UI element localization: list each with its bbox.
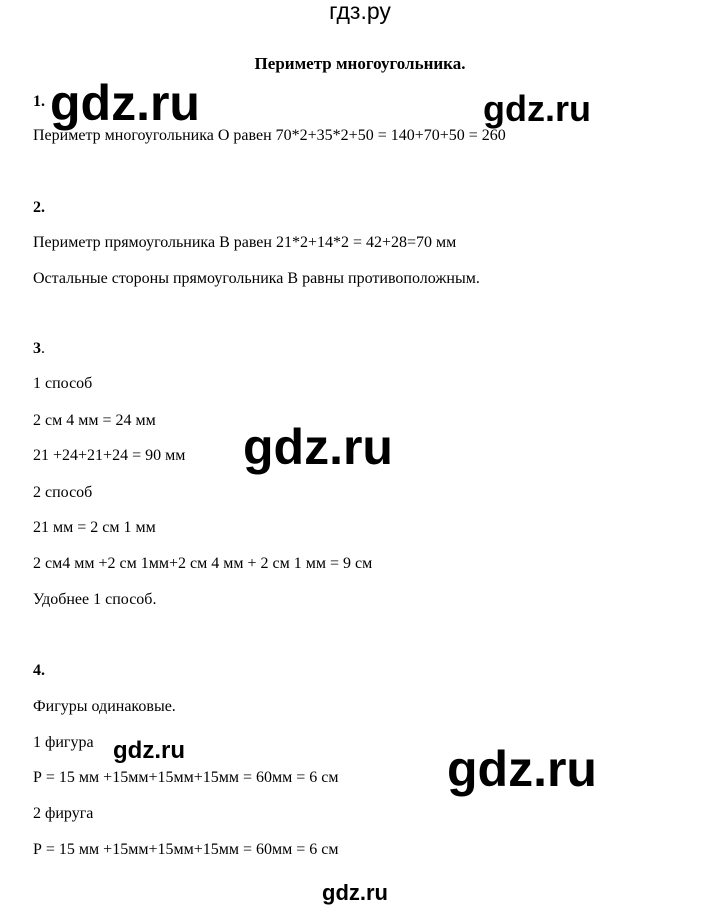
task-2-line: Остальные стороны прямоугольника В равны противоположным. <box>33 270 480 287</box>
watermark: gdz.ru <box>50 75 200 131</box>
task-3-line: 2 см4 мм +2 см 1мм+2 см 4 мм + 2 см 1 мм = 9 см <box>33 555 373 572</box>
task-4-line: Р = 15 мм +15мм+15мм+15мм = 60мм = 6 см <box>33 769 339 786</box>
watermark: gdz.ru <box>483 88 591 129</box>
site-header: гдз.ру <box>329 0 391 24</box>
task-3-number: 3 <box>33 340 41 357</box>
task-3-line: 21 мм = 2 см 1 мм <box>33 519 156 536</box>
task-3-line: 1 способ <box>33 375 93 392</box>
task-3-line: 2 см 4 мм = 24 мм <box>33 412 156 429</box>
watermark: gdz.ru <box>322 880 388 905</box>
task-4-number: 4. <box>33 662 45 679</box>
watermark: gdz.ru <box>447 741 597 797</box>
task-1-number: 1. <box>33 93 45 110</box>
task-2-number: 2. <box>33 199 45 216</box>
task-3-line: 21 +24+21+24 = 90 мм <box>33 447 186 464</box>
task-3-line: 2 способ <box>33 484 93 501</box>
task-3-heading <box>33 340 45 358</box>
task-1-text: Периметр многоугольника О равен 70*2+35*2+50 = 140+70+50 = 260 <box>33 127 506 144</box>
task-3-line: Удобнее 1 способ. <box>33 591 157 608</box>
page-title: Периметр многоугольника. <box>254 54 466 73</box>
watermark: gdz.ru <box>243 419 393 475</box>
task-4-line: Р = 15 мм +15мм+15мм+15мм = 60мм = 6 см <box>33 841 339 858</box>
task-4-line: Фигуры одинаковые. <box>33 698 176 715</box>
task-3-dot: . <box>41 340 45 357</box>
task-4-line: 2 фируга <box>33 805 94 822</box>
task-2-line: Периметр прямоугольника В равен 21*2+14*2 = 42+28=70 мм <box>33 234 457 251</box>
watermark: gdz.ru <box>113 737 185 764</box>
task-4-line: 1 фигура <box>33 734 94 751</box>
